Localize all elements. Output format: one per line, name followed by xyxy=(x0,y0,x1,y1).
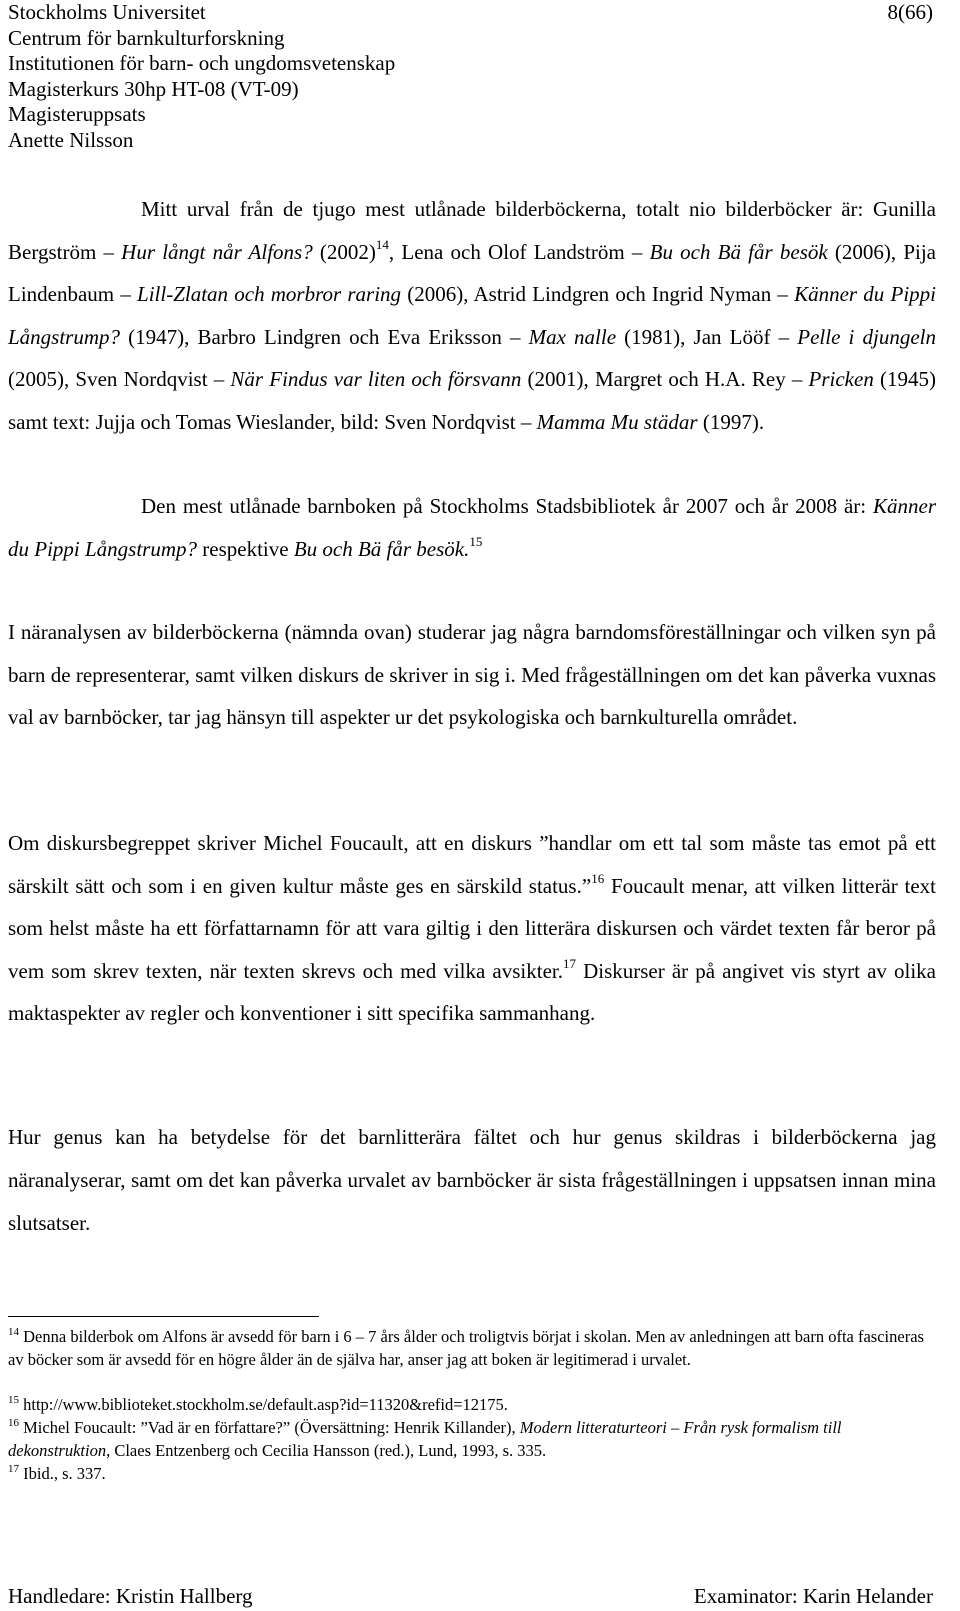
document-header xyxy=(8,0,395,153)
header-course: Magisterkurs 30hp HT-08 (VT-09) xyxy=(8,76,299,101)
footnote-ref-15: 15 xyxy=(469,533,483,549)
paragraph-selection: Mitt urval från de tjugo mest utlånade bilderböckerna, totalt nio bilderböcker är: Gunilla Bergström – Hur långt når Alfons? $(2002)^{14}$, Lena och Olof Landström – Bu och Bä får besök (2006), Pija Lindenbaum – Lill-Zlatan och morbror raring (2006), Astrid Lindgren och Ingrid Nyman – Känner du Pippi Långstrump? (1947), Barbro Lindgren och Eva Eriksson – Max nalle (1981), Jan Lööf – Pelle i djungeln (2005), Sven Nordqvist – När Findus var liten och försvann (2001), Margret och H.A. Rey – Pricken (1945) samt text: Jujja och Tomas Wieslander, bild: Sven Nordqvist – Mamma Mu städar (1997). xyxy=(8,197,936,434)
paragraph-discourse: Om diskursbegreppet skriver Michel Foucault, att en diskurs ”handlar om ett tal som måste tas emot på ett särskilt sätt och som i en given kultur måste ges en särskild status.”$^{16}$ Foucault menar, att vilken litterär text som helst måste ha ett författarnamn för att vara giltig i den litterära diskursen och värdet texten får beror på vem som skrev texten, när texten skrevs och med vilka avsikter.$^{17}$ Diskurser är på angivet vis styrt av olika maktaspekter av regler och konventioner i sitt specifika sammanhang. xyxy=(8,831,937,1025)
footnote-ref-14: 14 xyxy=(375,236,389,252)
footnote-14: $^{14}$ Denna bilderbok om Alfons är avsedd för barn i 6 – 7 års ålder och troligtvis börjat i skolan. Men av anledningen att barn ofta fascineras av böcker som är avsedd för en högre ålder än de själva har, anser jag att boken är legitimerad i urvalet. xyxy=(8,1326,924,1369)
paragraph-most-borrowed: Den mest utlånade barnboken på Stockholms Stadsbibliotek år 2007 och år 2008 är: Känner du Pippi Långstrump? respektive Bu och Bä får besök.$^{15}$ xyxy=(8,494,936,561)
paragraph-close-analysis: I näranalysen av bilderböckerna (nämnda ovan) studerar jag några barndomsföreställningar och vilken syn på barn de representerar, samt vilken diskurs de skriver in sig i. Med frågeställningen om det kan påverka vuxnas val av barnböcker, tar jag hänsyn till aspekter ur det psykologiska och barnkulturella området. xyxy=(8,620,936,729)
footer-examiner: Examinator: Karin Helander xyxy=(693,1584,933,1608)
footer-supervisor: Handledare: Kristin Hallberg xyxy=(8,1584,253,1608)
footnote-separator xyxy=(8,1316,319,1317)
footnote-ref-17: 17 xyxy=(562,955,576,971)
footnote-15: $^{15}$ http://www.biblioteket.stockholm.se/default.asp?id=11320&refid=12175. xyxy=(8,1394,508,1414)
footnote-ref-16: 16 xyxy=(591,870,605,886)
paragraph-gender: Hur genus kan ha betydelse för det barnlitterära fältet och hur genus skildras i bilderböckerna jag näranalyserar, samt om det kan påverka urvalet av barnböcker är sista frågeställningen i uppsatsen innan mina slutsatser. xyxy=(8,1125,936,1235)
footnote-16: $^{16}$ Michel Foucault: ”Vad är en författare?” (Översättning: Henrik Killander), Modern litteraturteori – Från rysk formalism till dekonstruktion, Claes Entzenberg och Cecilia Hansson (red.), Lund, 1993, s. 335. xyxy=(8,1417,842,1460)
page-number: 8(66) xyxy=(887,0,933,24)
header-centre: Centrum för barnkulturforskning xyxy=(8,25,285,50)
header-university: Stockholms Universitet xyxy=(8,0,206,24)
footnote-17: $^{17}$ Ibid., s. 337. xyxy=(8,1463,106,1483)
header-doc-type: Magisteruppsats xyxy=(8,102,146,126)
header-author: Anette Nilsson xyxy=(8,127,134,152)
header-department: Institutionen för barn- och ungdomsvetenskap xyxy=(8,51,396,75)
